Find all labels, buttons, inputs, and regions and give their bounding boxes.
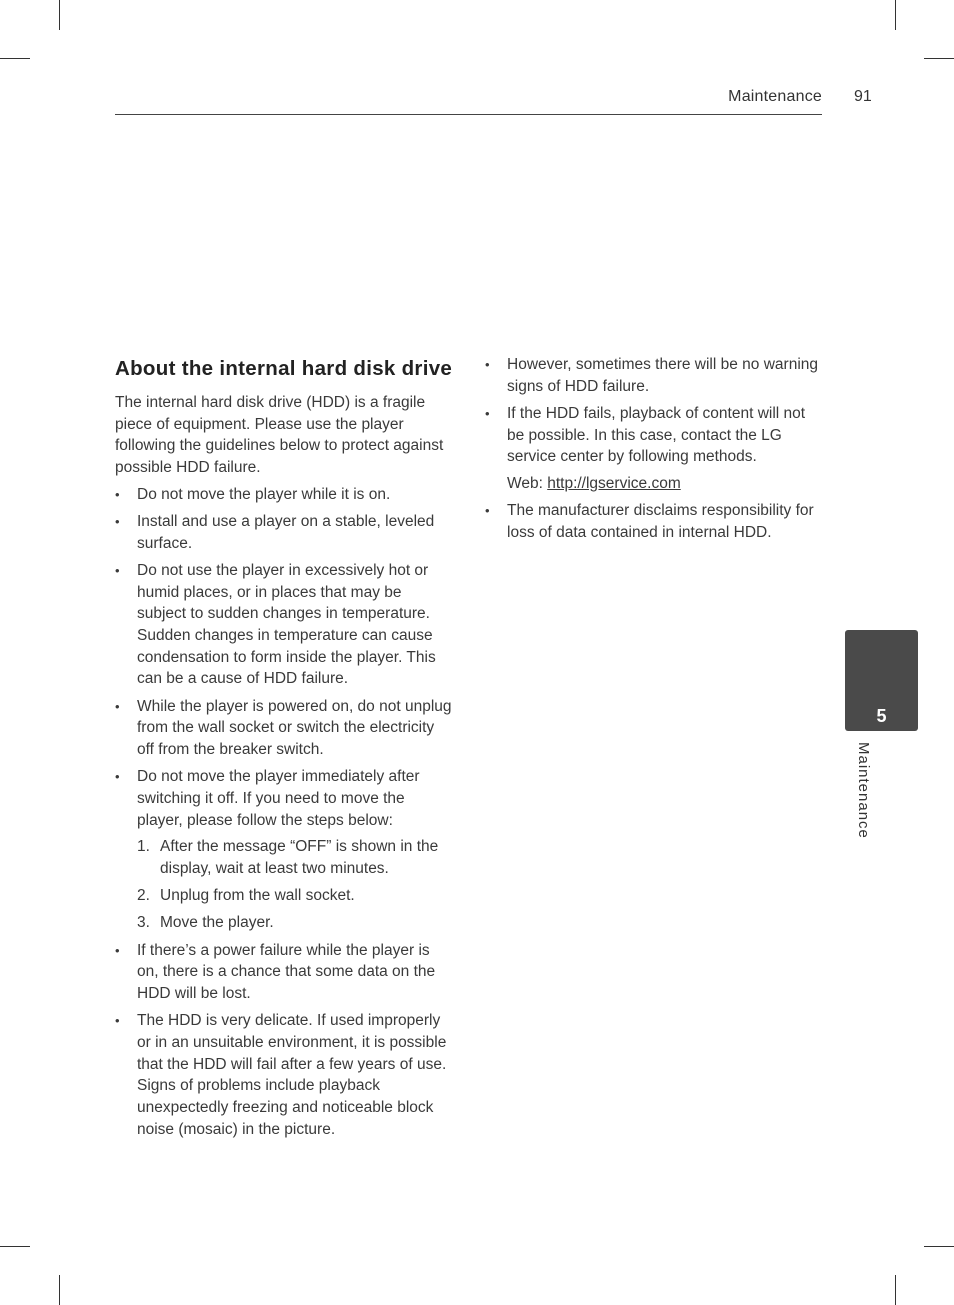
bullet-icon: •: [485, 503, 490, 519]
crop-mark: [895, 0, 896, 30]
list-item-text: If the HDD fails, playback of content will not be possible. In this case, contact the LG service center by following methods.: [507, 404, 806, 466]
web-link[interactable]: http://lgservice.com: [547, 475, 681, 493]
step-item: [137, 836, 453, 879]
steps-list: [137, 836, 453, 934]
bullet-list: [485, 354, 823, 544]
list-item-text: Do not use the player in excessively hot or humid places, or in places that may be subject to sudden changes in temperature. Sudden changes in temperature can cause condensation to form inside the player. This can be a cause of HDD failure.: [137, 561, 436, 688]
list-item-text: Install and use a player on a stable, leveled surface.: [137, 513, 435, 552]
list-item-text: However, sometimes there will be no warning signs of HDD failure.: [507, 356, 818, 395]
chapter-number: 5: [876, 706, 887, 726]
crop-mark: [924, 58, 954, 59]
right-column: [485, 354, 823, 549]
list-item-text: The manufacturer disclaims responsibility for loss of data contained in internal HDD.: [507, 502, 814, 541]
step-text: Move the player.: [160, 914, 274, 932]
chapter-label: Maintenance: [855, 742, 872, 839]
bullet-icon: •: [485, 357, 490, 372]
list-item-text: While the player is powered on, do not unplug from the wall socket or switch the electricity off from the breaker switch.: [137, 697, 452, 759]
list-item: [115, 766, 453, 934]
bullet-icon: •: [485, 405, 490, 421]
list-item-text: The HDD is very delicate. If used improperly or in an unsuitable environment, it is possible that the HDD will fail after a few years of use. Signs of problems include playback unexpectedly freezing and noticeable block noise (mosaic) in the picture.: [137, 1012, 447, 1138]
crop-mark: [895, 1275, 896, 1305]
step-text: Unplug from the wall socket.: [160, 887, 355, 905]
step-text: After the message “OFF” is shown in the display, wait at least two minutes.: [160, 838, 439, 878]
step-number: 1.: [137, 838, 150, 856]
section-title: About the internal hard disk drive: [115, 357, 453, 380]
list-item: [115, 484, 453, 506]
bullet-icon: •: [115, 486, 120, 502]
bullet-list: [115, 484, 453, 1141]
bullet-icon: •: [115, 942, 120, 958]
bullet-icon: •: [115, 698, 120, 714]
list-item-text: Do not move the player while it is on.: [137, 485, 391, 503]
list-item: [485, 500, 823, 543]
list-item: [485, 354, 823, 397]
chapter-tab: [845, 630, 918, 731]
crop-mark: [0, 58, 30, 59]
step-item: [137, 885, 453, 907]
crop-mark: [0, 1246, 30, 1247]
list-item: [115, 511, 453, 554]
list-item: [115, 940, 453, 1005]
intro-paragraph: The internal hard disk drive (HDD) is a fragile piece of equipment. Please use the player following the guidelines below to protect against possible HDD failure.: [115, 394, 444, 477]
crop-mark: [59, 0, 60, 30]
list-item: [485, 403, 823, 495]
header-section-title: Maintenance: [728, 88, 822, 105]
list-item-text: If there’s a power failure while the player is on, there is a chance that some data on the HDD will be lost.: [137, 941, 436, 1003]
bullet-icon: •: [115, 514, 120, 530]
step-number: 3.: [137, 914, 150, 932]
bullet-icon: •: [115, 562, 120, 578]
crop-mark: [924, 1246, 954, 1247]
list-item: [115, 1010, 453, 1140]
step-number: 2.: [137, 887, 150, 905]
bullet-icon: •: [115, 1013, 120, 1029]
bullet-icon: •: [115, 769, 120, 785]
list-item: [115, 696, 453, 761]
list-item-text: Do not move the player immediately after switching it off. If you need to move the player, please follow the steps below:: [137, 768, 420, 829]
list-item: [115, 560, 453, 690]
page-number: 91: [854, 88, 872, 105]
web-label: Web:: [507, 475, 543, 493]
running-head: [115, 88, 822, 115]
left-column: [115, 355, 453, 1146]
step-item: [137, 912, 453, 934]
crop-mark: [59, 1275, 60, 1305]
web-contact: [507, 473, 823, 495]
